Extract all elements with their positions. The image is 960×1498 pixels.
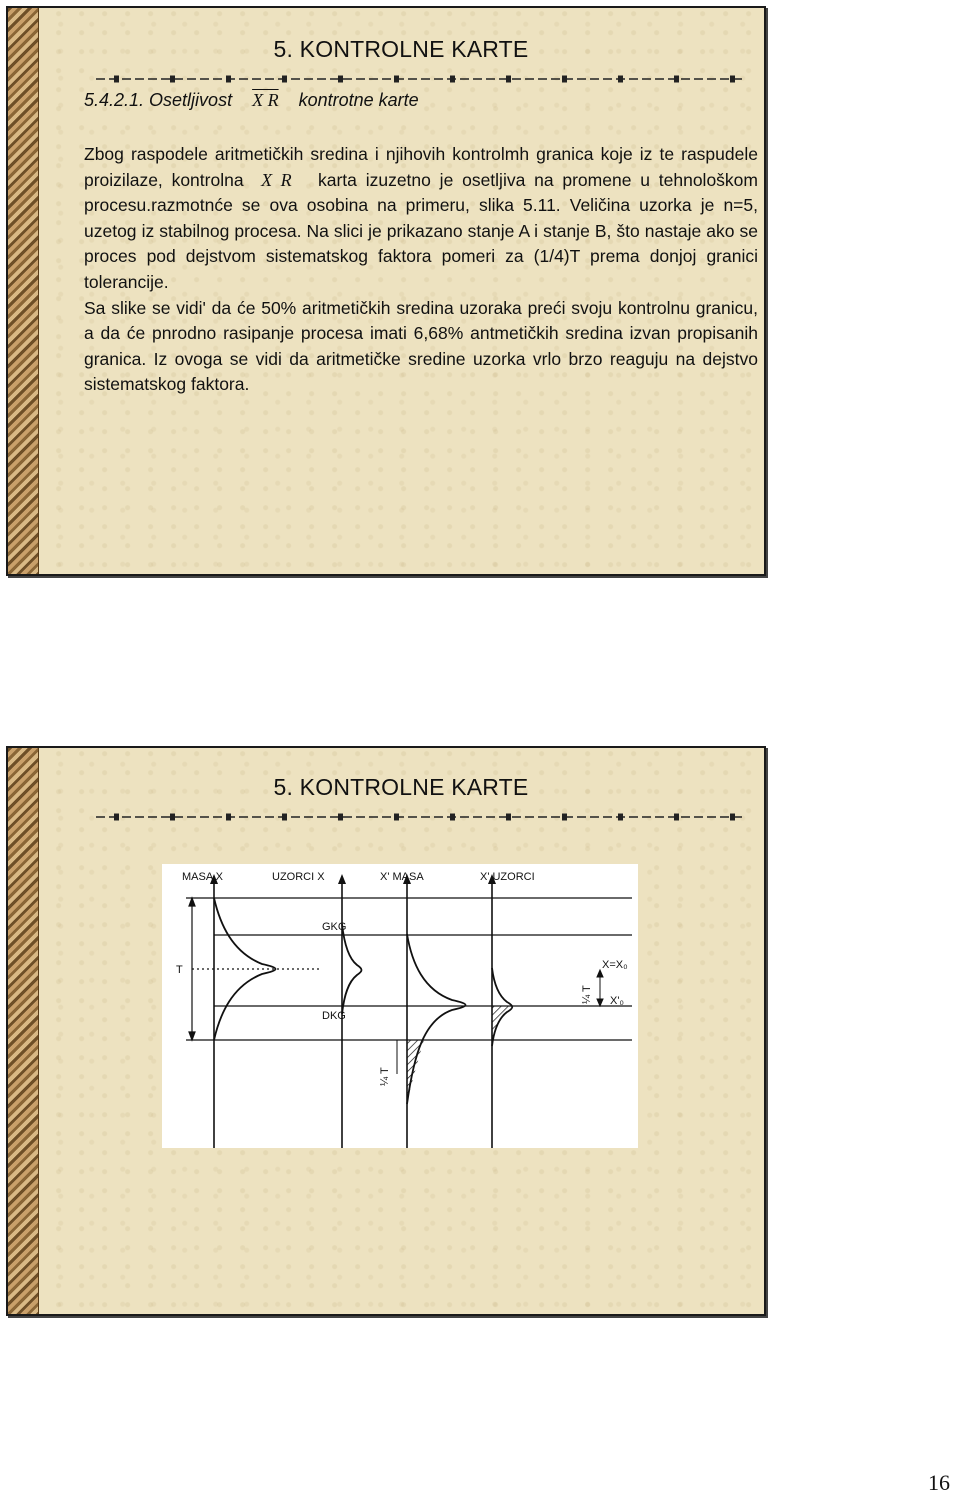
slide-title: 5. KONTROLNE KARTE: [273, 36, 529, 62]
paragraph-1-end: karta izuzetno je osetljiva na promene u tehnološkom procesu.razmotnće se ova osobina na primeru, slika 5.11. Veličina uzorka je n=5, uzetog iz stabilnog procesa. Na slici je prikazano stanje A i stanje B, što nastaje ako se proces pod dejstvom sistematskog faktora pomeri za (1/4)T prema donjoj granici tolerancije.: [84, 169, 758, 292]
label-t: T: [176, 964, 183, 976]
label-quarter-t-right: ¼ T: [581, 985, 593, 1004]
slide-1: [6, 6, 766, 576]
label-gkg: GKG: [322, 921, 347, 933]
subheading-prefix: 5.4.2.1. Osetljivost: [84, 90, 233, 110]
diagram-axes: [210, 874, 496, 1148]
distribution-figure: [162, 864, 638, 1148]
distribution-diagram: [162, 864, 638, 1148]
t-dimension: [189, 898, 195, 1040]
subheading-xr-symbol: X R: [252, 90, 279, 110]
slide-2: [6, 746, 766, 1316]
label-uzorci-x-prime: X' UZORCI: [480, 871, 535, 883]
quarter-t-dimension: [597, 970, 603, 1006]
paragraph-2: Sa slike se vidi' da će 50% aritmetičkih sredina uzoraka preći svoju kontrolnu granicu, a da će pnrodno rasipanje procesa imati 6,68% antmetičkih sredina izvan propisanih granica. Iz ovoga se vidi da aritmetičke sredine uzorka vrlo brzo reaguju na dejstvo sistematskog faktora.: [84, 297, 758, 395]
paragraph-1-start: Zbog raspodele aritmetičkih sredina i njihovih kontrolmh granica koje iz te raspudele proizilaze, kontrolna: [84, 144, 758, 190]
decorative-side-strip: [8, 748, 39, 1314]
title-divider: [96, 74, 746, 84]
paragraph-1: [84, 142, 758, 296]
label-dkg: DKG: [322, 1010, 346, 1022]
curve-sample-means: [342, 924, 362, 1014]
subheading-suffix: kontrotne karte: [298, 90, 419, 110]
label-masa-x-prime: X' MASA: [380, 871, 424, 883]
label-x-eq-x0: X=X₀: [602, 959, 628, 971]
limit-lines: [186, 898, 632, 1040]
section-subheading: [84, 90, 419, 111]
slide-title: 5. KONTROLNE KARTE: [273, 774, 529, 800]
label-uzorci-x: UZORCI X: [272, 871, 325, 883]
label-masa-x: MASA X: [182, 871, 223, 883]
label-quarter-t-left: ¼ T: [379, 1067, 391, 1086]
inline-xr-symbol: X R: [261, 169, 292, 190]
body-text: [84, 142, 758, 398]
curve-shifted-mass-tail: [407, 1040, 424, 1104]
decorative-side-strip: [8, 8, 39, 574]
curve-shifted-mass: [407, 934, 466, 1104]
page-number: 16: [928, 1470, 950, 1495]
title-divider: [96, 812, 746, 822]
label-x0-prime: X'₀: [610, 995, 625, 1007]
